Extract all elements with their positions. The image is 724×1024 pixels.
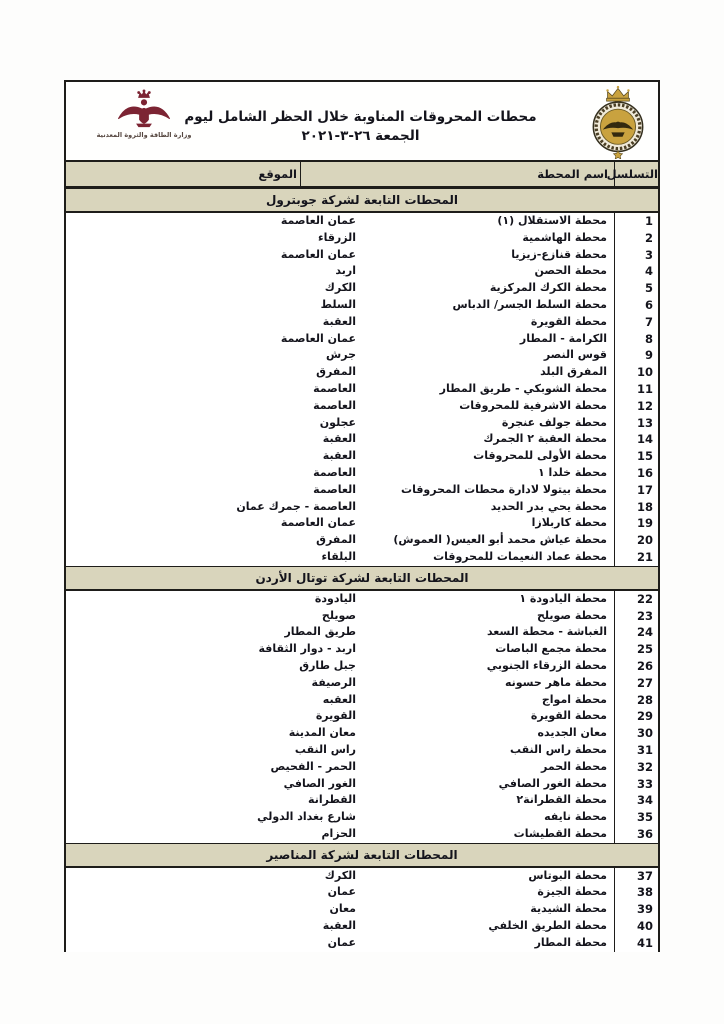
row-serial-number: 18 <box>614 499 658 516</box>
row-location: العاصمة <box>313 482 356 496</box>
table-row <box>66 868 658 885</box>
row-serial-number: 13 <box>614 415 658 432</box>
table-row <box>66 918 658 935</box>
row-serial-number: 2 <box>614 230 658 247</box>
table-row <box>66 398 658 415</box>
row-location: العقبة <box>322 449 356 463</box>
row-location: العاصمة <box>313 465 356 479</box>
row-station-name: معان الجديده <box>537 726 607 740</box>
table-row <box>66 549 658 566</box>
row-station-name: محطة الحمر <box>541 759 607 773</box>
row-location: السلط <box>320 297 356 311</box>
table-row <box>66 364 658 381</box>
row-location: الكرك <box>324 868 356 882</box>
row-serial-number: 4 <box>614 263 658 280</box>
row-serial-number: 19 <box>614 515 658 532</box>
row-serial-number: 16 <box>614 465 658 482</box>
row-station-name: محطة القطيشات <box>513 826 607 840</box>
row-location: عمان <box>327 935 356 949</box>
row-station-name: محطة المطار <box>534 935 607 949</box>
row-serial-number: 35 <box>614 809 658 826</box>
row-station-name: محطة ماهر حسونه <box>504 675 607 689</box>
row-location: عجلون <box>319 415 356 429</box>
table-row <box>66 314 658 331</box>
row-location: العقبة <box>322 919 356 933</box>
row-serial-number: 25 <box>614 641 658 658</box>
row-serial-number: 33 <box>614 776 658 793</box>
row-station-name: محطة القطرانة٢ <box>516 793 607 807</box>
table-row <box>66 230 658 247</box>
row-serial-number: 34 <box>614 792 658 809</box>
row-serial-number: 31 <box>614 742 658 759</box>
table-row <box>66 809 658 826</box>
document-header <box>66 82 658 162</box>
row-serial-number: 26 <box>614 658 658 675</box>
row-location: الحزام <box>321 826 356 840</box>
table-row <box>66 431 658 448</box>
row-serial-number: 8 <box>614 331 658 348</box>
table-row <box>66 624 658 641</box>
table-row <box>66 263 658 280</box>
table-row <box>66 247 658 264</box>
row-serial-number: 29 <box>614 708 658 725</box>
table-row <box>66 901 658 918</box>
table-row <box>66 515 658 532</box>
page-title: محطات المحروقات المناوبة خلال الحظر الشامل ليوم الجمعة ٢٦-٣-٢٠٢١ <box>184 109 537 144</box>
row-serial-number: 30 <box>614 725 658 742</box>
row-station-name: محطة الاشرفية للمحروقات <box>459 398 607 412</box>
table-row <box>66 381 658 398</box>
row-station-name: محطة الشيدية <box>530 902 607 916</box>
row-station-name: محطة راس النقب <box>509 742 607 756</box>
row-location: العقبة <box>322 314 356 328</box>
row-location: جرش <box>326 348 356 362</box>
table-row <box>66 658 658 675</box>
row-station-name: محطة خلدا ١ <box>537 465 607 479</box>
table-row <box>66 759 658 776</box>
row-location: طريق المطار <box>284 625 356 639</box>
row-serial-number: 40 <box>614 918 658 935</box>
table-row <box>66 213 658 230</box>
table-row <box>66 792 658 809</box>
row-location: العقبة <box>322 432 356 446</box>
table-row <box>66 641 658 658</box>
row-station-name: الكرامة - المطار <box>519 331 607 345</box>
row-location: المفرق <box>316 533 356 547</box>
row-location: معان المدينة <box>288 726 356 740</box>
row-serial-number: 15 <box>614 448 658 465</box>
row-serial-number: 41 <box>614 935 658 952</box>
row-serial-number: 7 <box>614 314 658 331</box>
row-serial-number: 17 <box>614 482 658 499</box>
row-location: عمان العاصمة <box>280 516 356 530</box>
row-location: العقبه <box>322 692 356 706</box>
row-location: الغور الصافي <box>283 776 356 790</box>
row-station-name: محطة عماد النعيمات للمحروقات <box>433 549 607 563</box>
row-location: راس النقب <box>294 742 356 756</box>
row-station-name: محطة نايفه <box>544 810 607 824</box>
section-header: المحطات التابعة لشركة المناصير <box>66 843 658 868</box>
row-station-name: محطة الطريق الخلفي <box>488 919 607 933</box>
row-station-name: محطة الكرك المركزية <box>489 281 607 295</box>
table-row <box>66 280 658 297</box>
row-serial-number: 21 <box>614 549 658 566</box>
table-row <box>66 482 658 499</box>
row-serial-number: 20 <box>614 532 658 549</box>
row-location: المفرق <box>316 365 356 379</box>
row-station-name: محطة امواج <box>541 692 607 706</box>
table-row <box>66 692 658 709</box>
table-row <box>66 776 658 793</box>
row-station-name: المفرق البلد <box>540 365 607 379</box>
row-location: الكرك <box>324 281 356 295</box>
row-station-name: محطة الجيزة <box>537 885 607 899</box>
row-station-name: محطة العقبة ٢ الجمرك <box>483 432 607 446</box>
row-location: البلقاء <box>321 549 356 563</box>
table-row <box>66 415 658 432</box>
row-location: معان <box>329 902 356 916</box>
table-row <box>66 742 658 759</box>
table-row <box>66 708 658 725</box>
armed-forces-emblem-icon <box>585 85 651 159</box>
table-row <box>66 675 658 692</box>
table-row <box>66 935 658 952</box>
table-row <box>66 331 658 348</box>
row-serial-number: 27 <box>614 675 658 692</box>
row-location: اليادودة <box>314 591 356 605</box>
row-location: الرصيفة <box>311 675 356 689</box>
table-row <box>66 591 658 608</box>
column-header-serial: التسلسل <box>614 162 658 186</box>
row-station-name: محطة اليادودة ١ <box>519 591 607 605</box>
row-location: القطرانة <box>308 793 356 807</box>
section-header: المحطات التابعة لشركة توتال الأردن <box>66 566 658 591</box>
row-serial-number: 36 <box>614 826 658 843</box>
row-station-name: محطة قنازع-زيزيا <box>511 247 607 261</box>
row-location: جبل طارق <box>299 658 356 672</box>
document-table-frame <box>64 80 660 952</box>
row-station-name: محطة جولف عنجرة <box>501 415 607 429</box>
table-column-header-row <box>66 162 658 188</box>
table-row <box>66 884 658 901</box>
row-station-name: محطة السلط الجسر/ الدباس <box>452 297 607 311</box>
row-serial-number: 28 <box>614 692 658 709</box>
row-location: اربد - دوار الثقافة <box>258 642 356 656</box>
row-station-name: محطة القويرة <box>530 314 607 328</box>
row-station-name: الغباشة - محطة السعد <box>486 625 607 639</box>
row-station-name: محطة البوتاس <box>528 868 607 882</box>
row-location: عمان العاصمة <box>280 214 356 227</box>
row-station-name: محطة يحي بدر الحديد <box>490 499 607 513</box>
row-serial-number: 38 <box>614 884 658 901</box>
row-station-name: محطة الأولى للمحروقات <box>473 449 607 463</box>
row-location: الزرقاء <box>317 230 356 244</box>
row-serial-number: 24 <box>614 624 658 641</box>
row-serial-number: 23 <box>614 608 658 625</box>
column-header-station-name: اسم المحطة <box>300 162 614 186</box>
row-station-name: محطة بيتولا لادارة محطات المحروقات <box>401 482 607 496</box>
row-serial-number: 5 <box>614 280 658 297</box>
table-row <box>66 448 658 465</box>
row-location: عمان العاصمة <box>280 247 356 261</box>
row-location: الحمر - الفحيص <box>270 759 356 773</box>
row-location: عمان العاصمة <box>280 331 356 345</box>
row-station-name: محطة مجمع الباصات <box>495 642 607 656</box>
row-location: العاصمة <box>313 381 356 395</box>
row-location: العاصمة - جمرك عمان <box>236 499 356 513</box>
row-serial-number: 11 <box>614 381 658 398</box>
row-station-name: محطة القويرة <box>530 709 607 723</box>
row-serial-number: 14 <box>614 431 658 448</box>
row-location: اربد <box>335 264 356 278</box>
row-serial-number: 39 <box>614 901 658 918</box>
row-serial-number: 10 <box>614 364 658 381</box>
row-location: شارع بغداد الدولي <box>257 810 356 824</box>
table-row <box>66 826 658 843</box>
row-station-name: محطة عياش محمد أبو العيس( العموش) <box>393 533 607 547</box>
row-location: القويرة <box>315 709 356 723</box>
table-row <box>66 532 658 549</box>
section-header: المحطات التابعة لشركة جوبترول <box>66 188 658 213</box>
row-station-name: محطة كاربلازا <box>531 516 607 530</box>
row-location: صويلح <box>321 608 356 622</box>
row-serial-number: 22 <box>614 591 658 608</box>
row-station-name: محطة الغور الصافي <box>498 776 607 790</box>
row-serial-number: 12 <box>614 398 658 415</box>
row-station-name: محطة الحصن <box>534 264 607 278</box>
row-station-name: قوس النصر <box>543 348 607 362</box>
row-serial-number: 6 <box>614 297 658 314</box>
table-row <box>66 725 658 742</box>
row-station-name: محطة الشوبكي - طريق المطار <box>439 381 607 395</box>
table-row <box>66 608 658 625</box>
column-header-location: الموقع <box>258 167 297 181</box>
row-station-name: محطة الاستقلال (١) <box>497 214 607 227</box>
row-serial-number: 3 <box>614 247 658 264</box>
table-row <box>66 297 658 314</box>
table-row <box>66 499 658 516</box>
organization-name-text: وزارة الطاقة والثروة المعدنية <box>96 131 192 139</box>
row-location: عمان <box>327 885 356 899</box>
row-serial-number: 1 <box>614 213 658 230</box>
row-station-name: محطة صويلح <box>536 608 607 622</box>
row-station-name: محطة الهاشمية <box>522 230 607 244</box>
station-table-body <box>66 188 658 952</box>
row-serial-number: 37 <box>614 868 658 885</box>
row-serial-number: 32 <box>614 759 658 776</box>
row-station-name: محطة الزرقاء الجنوبي <box>486 658 607 672</box>
table-row <box>66 347 658 364</box>
table-row <box>66 465 658 482</box>
row-serial-number: 9 <box>614 347 658 364</box>
row-location: العاصمة <box>313 398 356 412</box>
